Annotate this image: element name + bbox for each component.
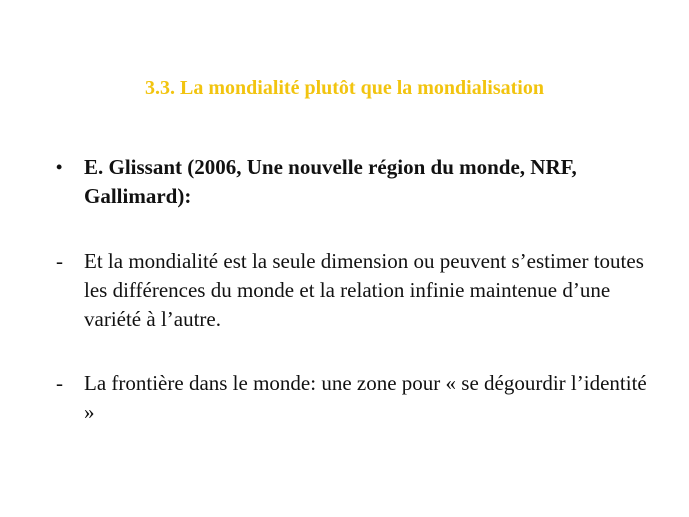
- bullet-marker: •: [56, 157, 63, 177]
- dash-marker: -: [56, 371, 63, 395]
- dash-text-mondialite: Et la mondialité est la seule dimension ou peuvent s’estimer toutes les différences du monde et la relation infinie maintenue d’une variété à l’autre.: [84, 249, 644, 331]
- dash-item-frontiere: [56, 369, 656, 427]
- dash-text-frontiere: La frontière dans le monde: une zone pour « se dégourdir l’identité »: [84, 371, 647, 424]
- slide-title: 3.3. La mondialité plutôt que la mondialisation: [145, 77, 544, 99]
- bullet-item-citation: [56, 153, 656, 211]
- bullet-text-citation: E. Glissant (2006, Une nouvelle région du monde, NRF, Gallimard):: [84, 155, 577, 208]
- dash-item-mondialite: [56, 247, 656, 334]
- dash-marker: -: [56, 249, 63, 273]
